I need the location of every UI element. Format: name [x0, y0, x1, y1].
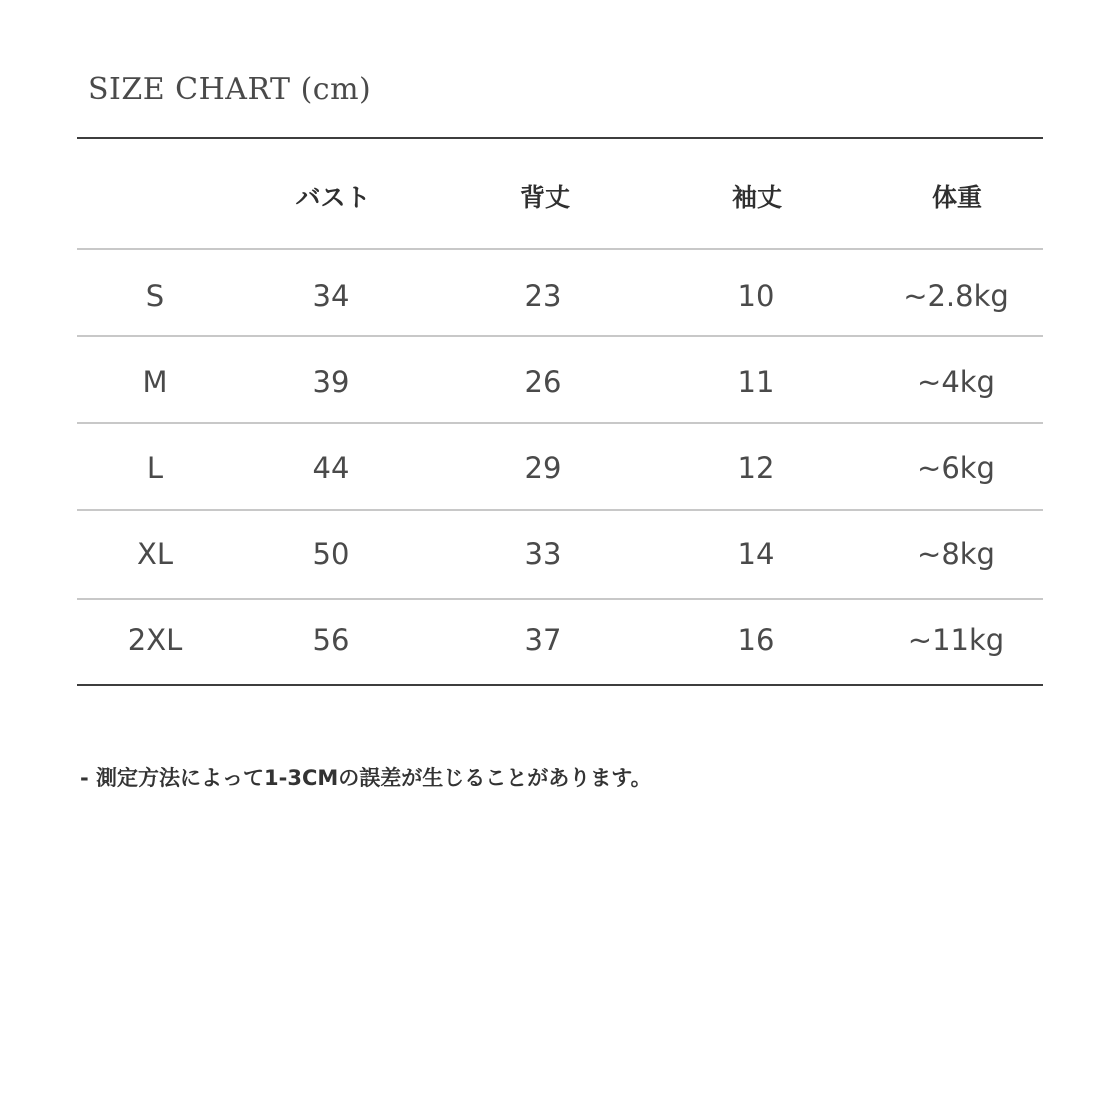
header-bust: バスト: [295, 183, 371, 212]
row-size: 2XL: [127, 623, 183, 657]
row-bust: 44: [312, 451, 350, 485]
row-sleeve-length: 10: [737, 279, 775, 313]
header-divider: [77, 248, 1043, 250]
header-sleeve-length: 袖丈: [731, 183, 782, 212]
row-back-length: 37: [524, 623, 562, 657]
table-bottom-rule: [77, 684, 1043, 686]
size-chart-title: SIZE CHART (cm): [88, 72, 372, 107]
row-weight: ~8kg: [917, 537, 995, 571]
row-back-length: 23: [524, 279, 562, 313]
row-sleeve-length: 12: [737, 451, 775, 485]
row-back-length: 33: [524, 537, 562, 571]
row-size: XL: [136, 537, 174, 571]
row-size: M: [142, 365, 168, 399]
row-bust: 34: [312, 279, 350, 313]
measurement-note: - 測定方法によって1-3CMの誤差が生じることがあります。: [80, 766, 652, 790]
header-weight: 体重: [931, 183, 982, 212]
row-size: L: [146, 451, 164, 485]
row-sleeve-length: 11: [737, 365, 775, 399]
row-weight: ~4kg: [917, 365, 995, 399]
row-back-length: 29: [524, 451, 562, 485]
row-bust: 39: [312, 365, 350, 399]
row-weight: ~2.8kg: [903, 279, 1009, 313]
row-size: S: [145, 279, 165, 313]
table-top-rule: [77, 137, 1043, 139]
row-bust: 50: [312, 537, 350, 571]
row-divider: [77, 598, 1043, 600]
row-divider: [77, 509, 1043, 511]
row-divider: [77, 335, 1043, 337]
row-sleeve-length: 14: [737, 537, 775, 571]
row-back-length: 26: [524, 365, 562, 399]
row-sleeve-length: 16: [737, 623, 775, 657]
header-back-length: 背丈: [519, 183, 570, 212]
row-divider: [77, 422, 1043, 424]
row-weight: ~6kg: [917, 451, 995, 485]
row-bust: 56: [312, 623, 350, 657]
row-weight: ~11kg: [907, 623, 1005, 657]
